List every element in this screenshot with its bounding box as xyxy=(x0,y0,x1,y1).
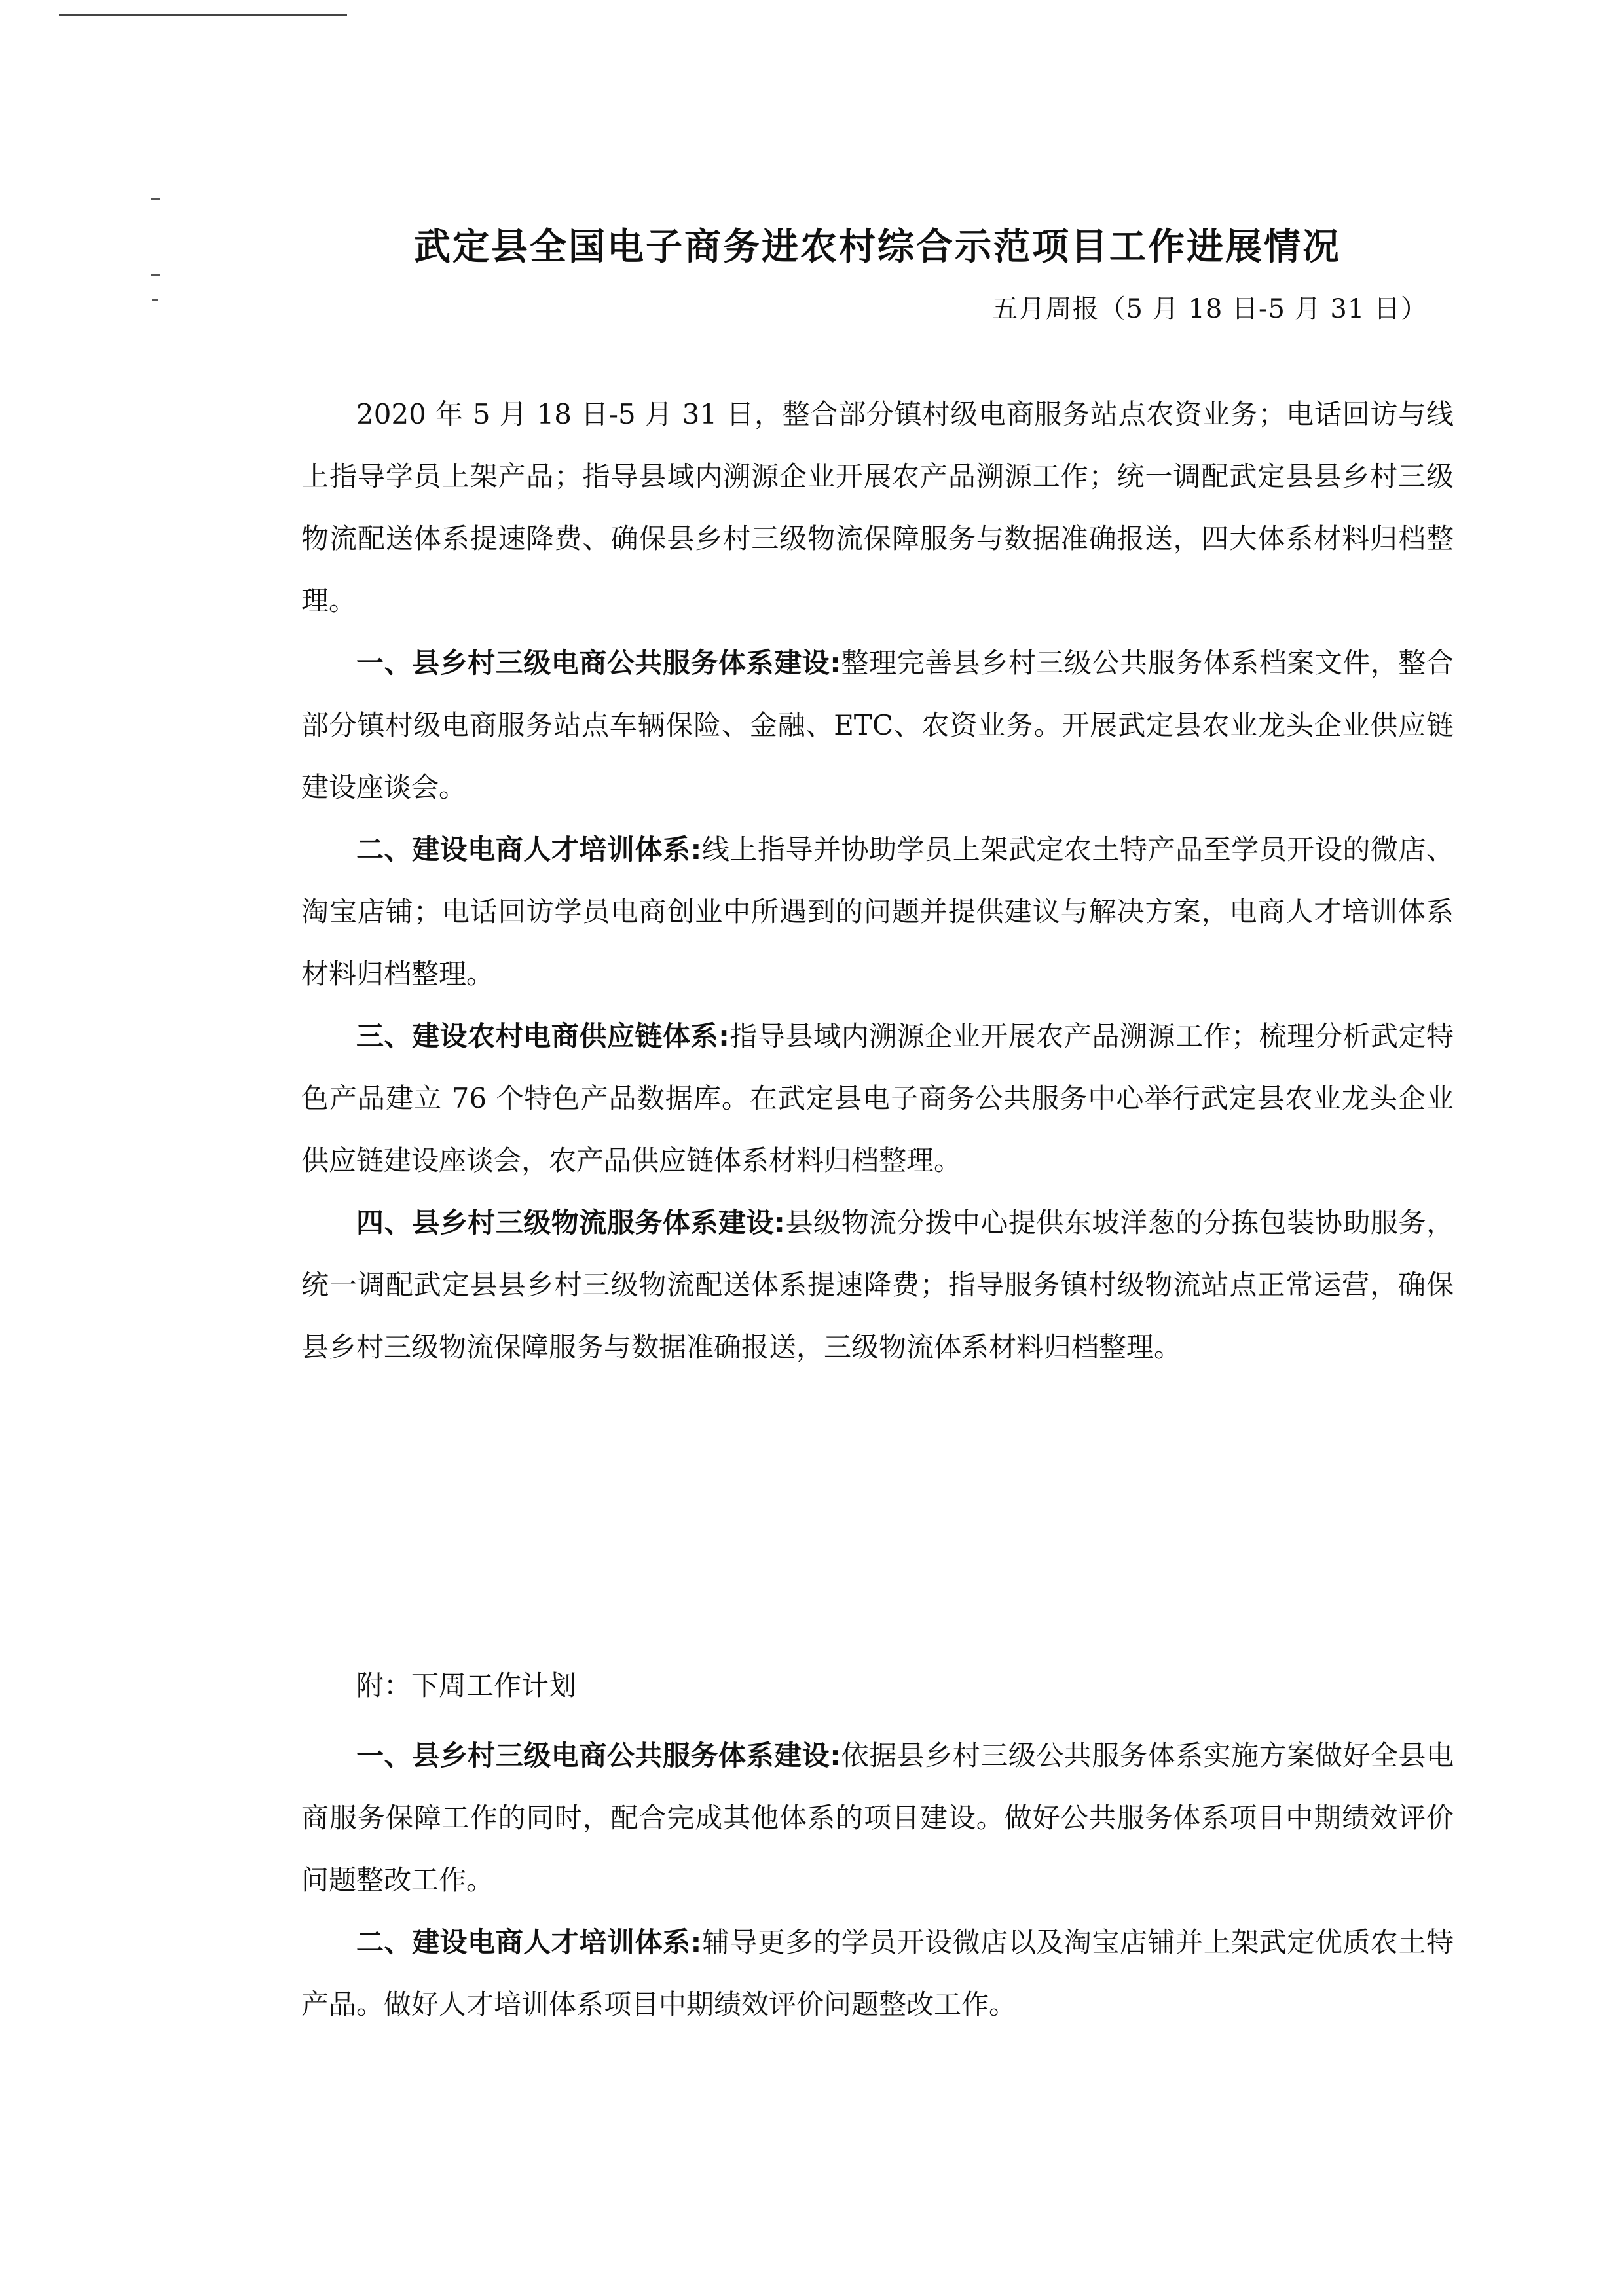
document-title: 武定县全国电子商务进农村综合示范项目工作进展情况 xyxy=(414,226,1341,268)
section-paragraph xyxy=(301,1005,1454,1192)
plan-item xyxy=(301,1724,1454,1911)
section-text: 线上指导并协助学员上架武定农土特产品至学员开设的微店、淘宝店铺；电话回访学员电商创业中所遇到的问题并提供建议与解决方案，电商人才培训体系材料归档整理。 xyxy=(301,833,1454,990)
section-heading: 四、县乡村三级物流服务体系建设: xyxy=(356,1207,785,1239)
section-heading: 二、建设电商人才培训体系: xyxy=(356,833,702,866)
section-heading: 三、建设农村电商供应链体系: xyxy=(356,1020,729,1052)
plan-item-heading: 二、建设电商人才培训体系: xyxy=(356,1926,702,1958)
section-heading: 一、县乡村三级电商公共服务体系建设: xyxy=(356,647,841,679)
section-text: 整理完善县乡村三级公共服务体系档案文件，整合部分镇村级电商服务站点车辆保险、金融、ETC、农资业务。开展武定县农业龙头企业供应链建设座谈会。 xyxy=(301,647,1454,803)
plan-title: 附：下周工作计划 xyxy=(356,1669,577,1702)
binding-mark xyxy=(151,274,160,276)
plan-item-text: 依据县乡村三级公共服务体系实施方案做好全县电商服务保障工作的同时，配合完成其他体系的项目建设。做好公共服务体系项目中期绩效评价问题整改工作。 xyxy=(301,1740,1454,1896)
report-body xyxy=(301,383,1454,1378)
section-text: 指导县域内溯源企业开展农产品溯源工作；梳理分析武定特色产品建立 76 个特色产品数据库。在武定县电子商务公共服务中心举行武定县农业龙头企业供应链建设座谈会，农产品供应链体系材料归档整理。 xyxy=(301,1020,1454,1176)
intro-paragraph: 2020 年 5 月 18 日-5 月 31 日，整合部分镇村级电商服务站点农资业务；电话回访与线上指导学员上架产品；指导县域内溯源企业开展农产品溯源工作；统一调配武定县县乡村三级物流配送体系提速降费、确保县乡村三级物流保障服务与数据准确报送，四大体系材料归档整理。 xyxy=(301,398,1454,617)
section-paragraph xyxy=(301,1192,1454,1378)
document-subtitle: 五月周报（5 月 18 日-5 月 31 日） xyxy=(991,294,1428,324)
plan-item-text: 辅导更多的学员开设微店以及淘宝店铺并上架武定优质农土特产品。做好人才培训体系项目中期绩效评价问题整改工作。 xyxy=(301,1926,1454,2020)
scan-edge-line xyxy=(59,14,347,16)
section-paragraph xyxy=(301,632,1454,818)
plan-item-heading: 一、县乡村三级电商公共服务体系建设: xyxy=(356,1740,841,1772)
next-week-plan xyxy=(301,1654,1454,2035)
binding-mark xyxy=(151,198,160,200)
binding-mark xyxy=(152,299,158,301)
plan-item xyxy=(301,1911,1454,2035)
section-paragraph xyxy=(301,818,1454,1005)
section-text: 县级物流分拨中心提供东坡洋葱的分拣包装协助服务，统一调配武定县县乡村三级物流配送体系提速降费；指导服务镇村级物流站点正常运营，确保县乡村三级物流保障服务与数据准确报送，三级物流体系材料归档整理。 xyxy=(301,1207,1454,1363)
